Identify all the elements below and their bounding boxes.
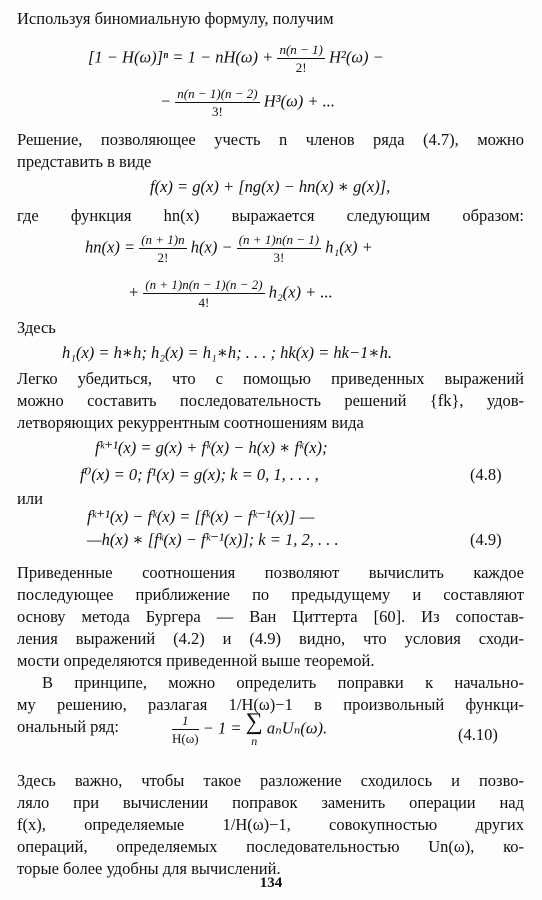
equation-alternative-line2: —h(x) ∗ [fᵏ(x) − fᵏ⁻¹(x)]; k = 1, 2, . . . xyxy=(87,530,339,549)
fraction xyxy=(277,42,324,75)
equation-part: aₙUₙ(ω). xyxy=(266,718,328,738)
text-line: Приведенные соотношения позволяют вычислить каждое xyxy=(17,563,524,582)
equation-binomial-line2 xyxy=(160,86,335,119)
text-line: Решение, позволяющее учесть n членов ряда (4.7), можно xyxy=(17,130,524,149)
equation-series xyxy=(172,710,327,749)
paragraph-hn-intro xyxy=(17,205,524,227)
equation-recurrence-line2: f⁰(x) = 0; f¹(x) = g(x); k = 0, 1, . . . , xyxy=(80,465,319,484)
equation-part: H²(ω) − xyxy=(329,47,384,67)
text-line: где функция hn(x) выражается следующим образом: xyxy=(17,206,524,225)
fraction-numerator: (n + 1)n xyxy=(141,232,185,247)
page-number: 134 xyxy=(259,875,283,891)
equation-number: (4.8) xyxy=(470,465,502,484)
text-line: ональный ряд: xyxy=(17,717,119,736)
paragraph-burger-method xyxy=(17,562,524,672)
text-line: летворяющих рекуррентным соотношениям вида xyxy=(17,413,364,432)
text-line: мости определяются приведенной выше теоремой. xyxy=(17,651,375,670)
equation-solution: f(x) = g(x) + [ng(x) − hn(x) ∗ g(x)], xyxy=(150,177,391,196)
paragraph-conclusion xyxy=(17,770,524,880)
equation-part: − xyxy=(160,91,172,111)
fraction xyxy=(237,232,321,265)
equation-alternative-line1: fᵏ⁺¹(x) − fᵏ(x) = [fᵏ(x) − fᵏ⁻¹(x)] — xyxy=(87,507,315,526)
equation-recurrence-line1: fᵏ⁺¹(x) = g(x) + fᵏ(x) − h(x) ∗ fᵏ(x); xyxy=(95,438,328,457)
fraction-numerator: (n + 1)n(n − 1)(n − 2) xyxy=(145,277,263,292)
fraction xyxy=(175,86,259,119)
equation-part: h(x) − xyxy=(190,237,233,257)
equation-part: h₂(x) + ... xyxy=(268,282,333,302)
text-line: или xyxy=(17,489,43,508)
equation-binomial-line1 xyxy=(88,42,384,75)
equation-h-definitions: h₁(x) = h∗h; h₂(x) = h₁∗h; . . . ; hk(x) = hk−1∗h. xyxy=(62,343,392,362)
fraction-denominator: 3! xyxy=(273,250,285,265)
summation-index: n xyxy=(251,734,258,748)
fraction-denominator: 3! xyxy=(212,104,223,119)
summation-sign: ∑ xyxy=(245,709,263,735)
equation-number: (4.10) xyxy=(458,725,498,744)
fraction-numerator: (n + 1)n(n − 1) xyxy=(238,232,320,247)
equation-number: (4.9) xyxy=(470,530,502,549)
text-line: Здесь xyxy=(17,318,56,337)
paragraph-binomial-intro xyxy=(17,8,524,30)
fraction-numerator: n(n − 1)(n − 2) xyxy=(177,86,258,101)
fraction-denominator: 2! xyxy=(295,60,307,75)
text-line: Легко убедиться, что с помощью приведенных выражений xyxy=(17,369,524,388)
equation-hn-line2 xyxy=(128,277,333,310)
fraction-denominator: 2! xyxy=(157,250,169,265)
text-line: В принципе, можно определить поправки к начально- xyxy=(42,673,524,692)
equation-part: − 1 = xyxy=(202,718,242,738)
text-line: можно составить последовательность решений {fk}, удов- xyxy=(17,391,524,410)
paragraph-recurrence-intro xyxy=(17,368,524,434)
text-line: Здесь важно, чтобы такое разложение сходилось и позво- xyxy=(17,771,524,790)
text-line: ления выражений (4.2) и (4.9) видно, что условия сходи- xyxy=(17,629,524,648)
summation xyxy=(246,710,263,749)
text-line: му решению, разлагая 1/H(ω)−1 в произвольный функци- xyxy=(17,695,524,714)
fraction-numerator: 1 xyxy=(172,713,199,730)
equation-part: + xyxy=(128,282,140,302)
text-line: f(x), определяемые 1/H(ω)−1, совокупностью других xyxy=(17,815,524,834)
paragraph-solution-intro xyxy=(17,129,524,173)
text-line: ляло при вычислении поправок заменить операции над xyxy=(17,793,524,812)
text-line: основу метода Бургера — Ван Циттерта [60]. Из сопостав- xyxy=(17,607,524,626)
fraction-denominator: 4! xyxy=(198,295,210,310)
text-line: представить в виде xyxy=(17,152,152,171)
equation-hn-line1 xyxy=(85,232,373,265)
text-line: последующее приближение по предыдущему и составляют xyxy=(17,585,524,604)
fraction-denominator: H(ω) xyxy=(172,731,199,746)
equation-part: hn(x) = xyxy=(85,237,136,257)
fraction-numerator: n(n − 1) xyxy=(279,42,323,57)
fraction xyxy=(139,232,186,265)
fraction xyxy=(143,277,264,310)
fraction xyxy=(172,713,199,746)
equation-part: [1 − H(ω)]ⁿ = 1 − nH(ω) + xyxy=(88,47,274,67)
equation-part: H³(ω) + ... xyxy=(263,91,336,111)
equation-part: h₁(x) + xyxy=(325,237,373,257)
text-line: операций, определяемых последовательностью Un(ω), ко- xyxy=(17,837,524,856)
paragraph-here xyxy=(17,317,524,339)
text-line: торые более удобны для вычислений. xyxy=(17,859,281,878)
text-line: Используя биномиальную формулу, получим xyxy=(17,9,334,28)
